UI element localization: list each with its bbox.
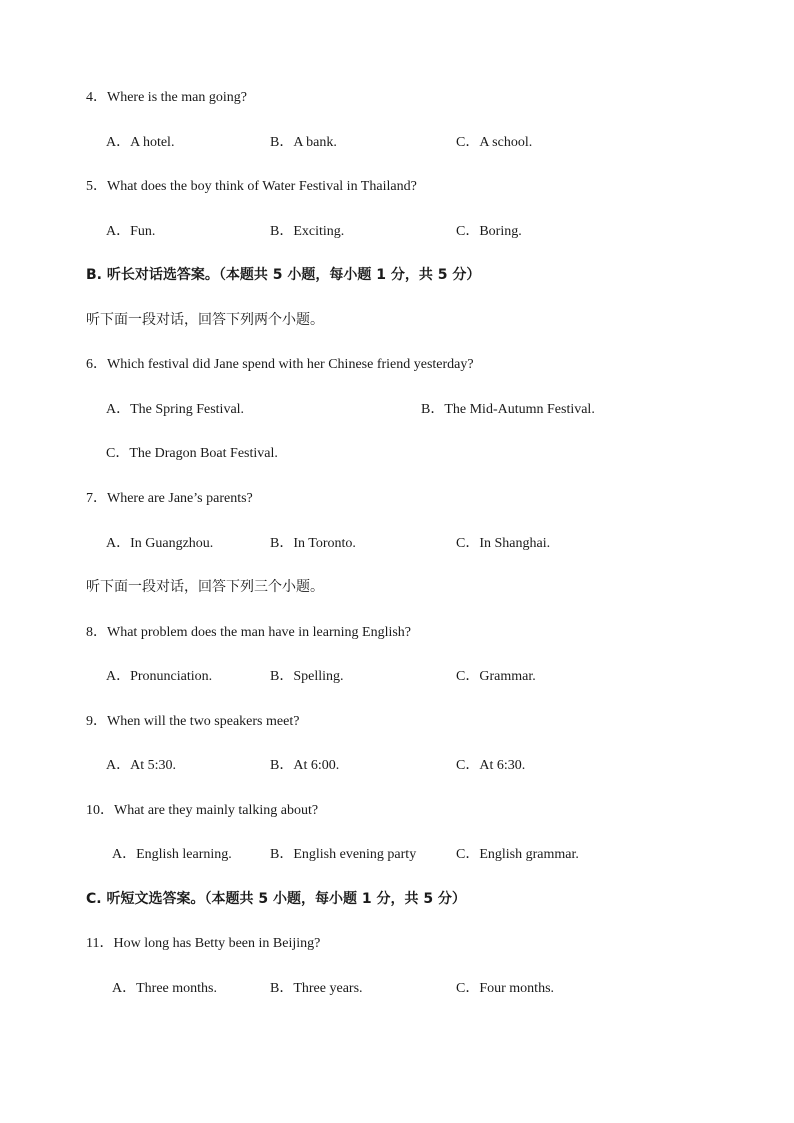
- question-10-option-b: B．English evening party: [270, 847, 417, 862]
- question-7-option-c: C．In Shanghai.: [456, 536, 551, 551]
- question-11-option-a: A．Three months.: [112, 981, 217, 996]
- question-8-option-a: A．Pronunciation.: [106, 669, 213, 684]
- section-b-heading: B. 听长对话选答案。（本题共 5 小题，每小题 1 分，共 5 分）: [86, 267, 481, 283]
- question-10: 10．What are they mainly talking about?: [86, 803, 319, 818]
- question-6-option-b: B．The Mid-Autumn Festival.: [421, 402, 595, 417]
- question-4: 4．Where is the man going?: [86, 90, 247, 105]
- question-4-option-a: A．A hotel.: [106, 135, 175, 150]
- question-11: 11．How long has Betty been in Beijing?: [86, 936, 321, 951]
- question-6-option-a: A．The Spring Festival.: [106, 402, 245, 417]
- question-4-option-b: B．A bank.: [270, 135, 337, 150]
- question-7-option-a: A．In Guangzhou.: [106, 536, 214, 551]
- question-9-option-c: C．At 6:30.: [456, 758, 526, 773]
- question-7-option-b: B．In Toronto.: [270, 536, 356, 551]
- question-9-option-b: B．At 6:00.: [270, 758, 340, 773]
- question-11-option-c: C．Four months.: [456, 981, 555, 996]
- question-8-option-b: B．Spelling.: [270, 669, 344, 684]
- question-8-option-c: C．Grammar.: [456, 669, 536, 684]
- question-9-option-a: A．At 5:30.: [106, 758, 176, 773]
- question-10-option-a: A．English learning.: [112, 847, 232, 862]
- question-6-option-c: C．The Dragon Boat Festival.: [106, 446, 278, 461]
- question-7: 7．Where are Jane’s parents?: [86, 491, 253, 506]
- question-8: 8．What problem does the man have in learning English?: [86, 625, 412, 640]
- question-10-option-c: C．English grammar.: [456, 847, 579, 862]
- instruction-two-questions: 听下面一段对话，回答下列两个小题。: [86, 312, 324, 328]
- section-c-heading: C. 听短文选答案。（本题共 5 小题，每小题 1 分，共 5 分）: [86, 891, 466, 907]
- question-5-option-a: A．Fun.: [106, 224, 156, 239]
- question-5-option-b: B．Exciting.: [270, 224, 345, 239]
- question-6: 6．Which festival did Jane spend with her Chinese friend yesterday?: [86, 357, 474, 372]
- instruction-three-questions: 听下面一段对话，回答下列三个小题。: [86, 579, 324, 595]
- question-5-option-c: C．Boring.: [456, 224, 522, 239]
- question-11-option-b: B．Three years.: [270, 981, 363, 996]
- question-4-option-c: C．A school.: [456, 135, 533, 150]
- question-9: 9．When will the two speakers meet?: [86, 714, 300, 729]
- question-5: 5．What does the boy think of Water Festival in Thailand?: [86, 179, 417, 194]
